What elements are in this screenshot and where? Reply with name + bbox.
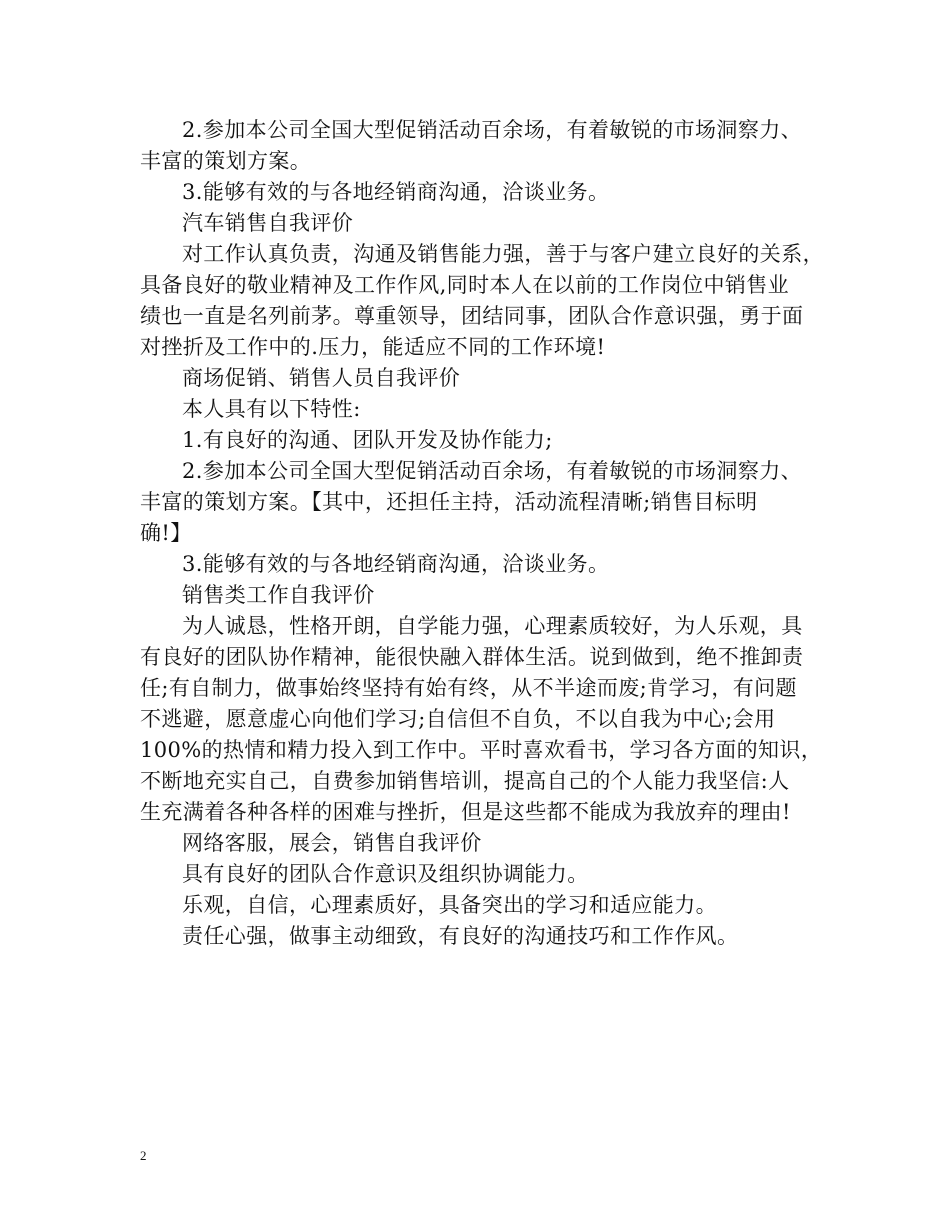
paragraph-line: 不断地充实自己，自费参加销售培训，提高自己的个人能力我坚信:人 — [140, 769, 790, 793]
paragraph-line: 丰富的策划方案。【其中，还担任主持，活动流程清晰;销售目标明 — [140, 490, 758, 514]
document-body — [140, 115, 830, 952]
paragraph-line: 本人具有以下特性: — [182, 397, 361, 421]
paragraph-line: 确!】 — [140, 521, 192, 545]
paragraph-line: 1.有良好的沟通、团队开发及协作能力; — [182, 428, 553, 452]
paragraph-line: 具备良好的敬业精神及工作作风,同时本人在以前的工作岗位中销售业 — [140, 273, 790, 297]
section-heading: 网络客服，展会，销售自我评价 — [182, 831, 482, 855]
paragraph-line: 100%的热情和精力投入到工作中。平时喜欢看书，学习各方面的知识， — [140, 738, 823, 762]
paragraph-line: 绩也一直是名列前茅。尊重领导，团结同事，团队合作意识强，勇于面 — [140, 304, 804, 328]
section-heading: 商场促销、销售人员自我评价 — [182, 366, 461, 390]
paragraph-line: 对工作认真负责，沟通及销售能力强，善于与客户建立良好的关系， — [182, 242, 824, 266]
paragraph-line: 2.参加本公司全国大型促销活动百余场，有着敏锐的市场洞察力、 — [182, 118, 803, 142]
paragraph-line: 任;有自制力，做事始终坚持有始有终，从不半途而废;肯学习，有问题 — [140, 676, 797, 700]
section-heading: 汽车销售自我评价 — [182, 211, 354, 235]
paragraph-line: 责任心强，做事主动细致，有良好的沟通技巧和工作作风。 — [182, 924, 739, 948]
paragraph-line: 丰富的策划方案。 — [140, 149, 312, 173]
paragraph-line: 不逃避，愿意虚心向他们学习;自信但不自负，不以自我为中心;会用 — [140, 707, 776, 731]
section-heading: 销售类工作自我评价 — [182, 583, 375, 607]
paragraph-line: 有良好的团队协作精神，能很快融入群体生活。说到做到，绝不推卸责 — [140, 645, 804, 669]
paragraph-line: 对挫折及工作中的.压力，能适应不同的工作环境! — [140, 335, 606, 359]
paragraph-line: 为人诚恳，性格开朗，自学能力强，心理素质较好，为人乐观，具 — [182, 614, 803, 638]
paragraph-line: 3.能够有效的与各地经销商沟通，洽谈业务。 — [182, 180, 610, 204]
paragraph-line: 2.参加本公司全国大型促销活动百余场，有着敏锐的市场洞察力、 — [182, 459, 803, 483]
page-number: 2 — [140, 1148, 147, 1163]
paragraph-line: 乐观，自信，心理素质好，具备突出的学习和适应能力。 — [182, 893, 717, 917]
paragraph-line: 3.能够有效的与各地经销商沟通，洽谈业务。 — [182, 552, 610, 576]
paragraph-line: 具有良好的团队合作意识及组织协调能力。 — [182, 862, 589, 886]
paragraph-line: 生充满着各种各样的困难与挫折，但是这些都不能成为我放弃的理由! — [140, 800, 791, 824]
